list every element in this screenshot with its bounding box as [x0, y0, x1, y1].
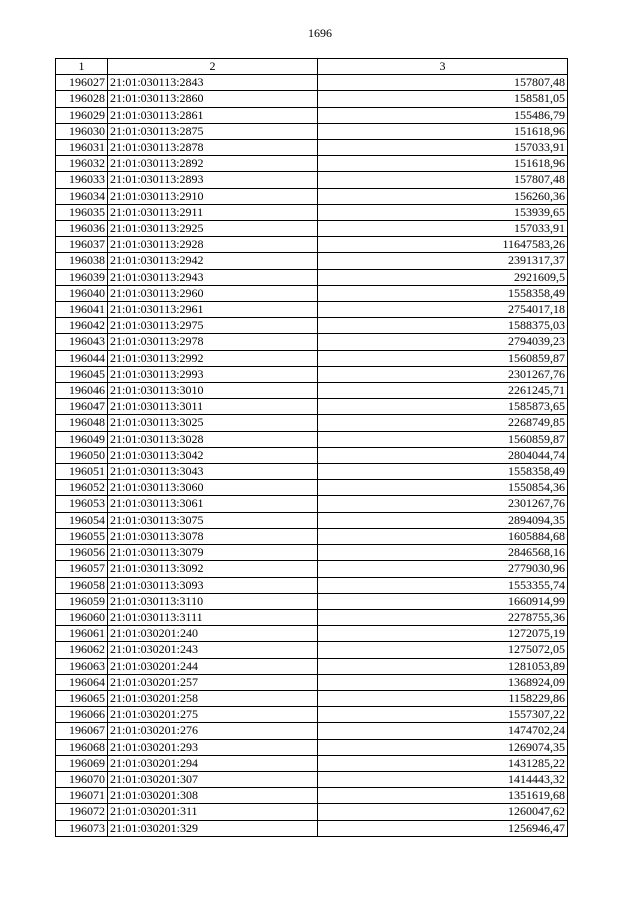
row-number-cell: 196069: [56, 755, 108, 771]
value-cell: 153939,65: [318, 204, 568, 220]
table-row: [56, 593, 568, 609]
cadastral-number-cell: 21:01:030113:3043: [108, 464, 318, 480]
cadastral-number-cell: 21:01:030113:3042: [108, 447, 318, 463]
table-row: [56, 172, 568, 188]
row-number-cell: 196067: [56, 723, 108, 739]
value-cell: 1560859,87: [318, 431, 568, 447]
value-cell: 1275072,05: [318, 642, 568, 658]
cadastral-number-cell: 21:01:030201:275: [108, 707, 318, 723]
row-number-cell: 196053: [56, 496, 108, 512]
table-row: [56, 383, 568, 399]
cadastral-number-cell: 21:01:030113:3060: [108, 480, 318, 496]
cadastral-number-cell: 21:01:030113:2875: [108, 123, 318, 139]
row-number-cell: 196032: [56, 156, 108, 172]
row-number-cell: 196071: [56, 788, 108, 804]
value-cell: 151618,96: [318, 123, 568, 139]
value-cell: 1560859,87: [318, 350, 568, 366]
cadastral-number-cell: 21:01:030201:329: [108, 820, 318, 836]
table-row: [56, 626, 568, 642]
table-row: [56, 755, 568, 771]
row-number-cell: 196050: [56, 447, 108, 463]
cadastral-number-cell: 21:01:030113:2928: [108, 237, 318, 253]
cadastral-number-cell: 21:01:030113:3092: [108, 561, 318, 577]
value-cell: 1256946,47: [318, 820, 568, 836]
cadastral-number-cell: 21:01:030113:2860: [108, 91, 318, 107]
value-cell: 157033,91: [318, 221, 568, 237]
table-row: [56, 723, 568, 739]
value-cell: 1550854,36: [318, 480, 568, 496]
cadastral-number-cell: 21:01:030113:3078: [108, 528, 318, 544]
cadastral-number-cell: 21:01:030113:3028: [108, 431, 318, 447]
row-number-cell: 196056: [56, 545, 108, 561]
value-cell: 1558358,49: [318, 464, 568, 480]
cadastral-number-cell: 21:01:030113:2892: [108, 156, 318, 172]
row-number-cell: 196049: [56, 431, 108, 447]
value-cell: 158581,05: [318, 91, 568, 107]
value-cell: 2894094,35: [318, 512, 568, 528]
cadastral-number-cell: 21:01:030201:244: [108, 658, 318, 674]
table-row: [56, 75, 568, 91]
row-number-cell: 196043: [56, 334, 108, 350]
table-row: [56, 237, 568, 253]
cadastral-number-cell: 21:01:030113:3025: [108, 415, 318, 431]
row-number-cell: 196060: [56, 609, 108, 625]
row-number-cell: 196031: [56, 140, 108, 156]
table-row: [56, 496, 568, 512]
row-number-cell: 196052: [56, 480, 108, 496]
value-cell: 1558358,49: [318, 285, 568, 301]
row-number-cell: 196061: [56, 626, 108, 642]
table-row: [56, 658, 568, 674]
row-number-cell: 196042: [56, 318, 108, 334]
table-row: [56, 399, 568, 415]
table-row: [56, 739, 568, 755]
row-number-cell: 196051: [56, 464, 108, 480]
cadastral-number-cell: 21:01:030201:243: [108, 642, 318, 658]
row-number-cell: 196036: [56, 221, 108, 237]
row-number-cell: 196040: [56, 285, 108, 301]
table-row: [56, 140, 568, 156]
table-row: [56, 123, 568, 139]
table-row: [56, 285, 568, 301]
table-row: [56, 464, 568, 480]
table-row: [56, 221, 568, 237]
cadastral-number-cell: 21:01:030113:3010: [108, 383, 318, 399]
row-number-cell: 196068: [56, 739, 108, 755]
table-row: [56, 674, 568, 690]
table-row: [56, 545, 568, 561]
table-row: [56, 431, 568, 447]
cadastral-number-cell: 21:01:030113:3061: [108, 496, 318, 512]
table-row: [56, 804, 568, 820]
cadastral-number-cell: 21:01:030201:257: [108, 674, 318, 690]
value-cell: 1269074,35: [318, 739, 568, 755]
value-cell: 1414443,32: [318, 771, 568, 787]
value-cell: 2268749,85: [318, 415, 568, 431]
cadastral-number-cell: 21:01:030201:308: [108, 788, 318, 804]
cadastral-number-cell: 21:01:030113:3011: [108, 399, 318, 415]
row-number-cell: 196028: [56, 91, 108, 107]
table-header-row: [56, 59, 568, 75]
table-row: [56, 512, 568, 528]
row-number-cell: 196033: [56, 172, 108, 188]
row-number-cell: 196072: [56, 804, 108, 820]
table-row: [56, 107, 568, 123]
cadastral-number-cell: 21:01:030113:2960: [108, 285, 318, 301]
value-cell: 1474702,24: [318, 723, 568, 739]
cadastral-number-cell: 21:01:030113:2975: [108, 318, 318, 334]
value-cell: 2391317,37: [318, 253, 568, 269]
table-row: [56, 690, 568, 706]
row-number-cell: 196062: [56, 642, 108, 658]
value-cell: 1272075,19: [318, 626, 568, 642]
cadastral-number-cell: 21:01:030201:293: [108, 739, 318, 755]
table-body: [56, 75, 568, 837]
row-number-cell: 196059: [56, 593, 108, 609]
value-cell: 1260047,62: [318, 804, 568, 820]
row-number-cell: 196029: [56, 107, 108, 123]
value-cell: 2301267,76: [318, 366, 568, 382]
value-cell: 2846568,16: [318, 545, 568, 561]
table-row: [56, 350, 568, 366]
table-row: [56, 366, 568, 382]
cadastral-number-cell: 21:01:030201:258: [108, 690, 318, 706]
data-table: [55, 58, 568, 837]
row-number-cell: 196063: [56, 658, 108, 674]
table-row: [56, 91, 568, 107]
value-cell: 11647583,26: [318, 237, 568, 253]
table-row: [56, 302, 568, 318]
row-number-cell: 196039: [56, 269, 108, 285]
value-cell: 1585873,65: [318, 399, 568, 415]
value-cell: 1557307,22: [318, 707, 568, 723]
table-row: [56, 771, 568, 787]
value-cell: 156260,36: [318, 188, 568, 204]
value-cell: 1281053,89: [318, 658, 568, 674]
value-cell: 2779030,96: [318, 561, 568, 577]
row-number-cell: 196047: [56, 399, 108, 415]
cadastral-number-cell: 21:01:030113:2961: [108, 302, 318, 318]
column-header: 3: [318, 59, 568, 75]
row-number-cell: 196065: [56, 690, 108, 706]
cadastral-number-cell: 21:01:030113:3093: [108, 577, 318, 593]
row-number-cell: 196037: [56, 237, 108, 253]
cadastral-number-cell: 21:01:030113:2993: [108, 366, 318, 382]
value-cell: 2754017,18: [318, 302, 568, 318]
row-number-cell: 196041: [56, 302, 108, 318]
cadastral-number-cell: 21:01:030113:2878: [108, 140, 318, 156]
row-number-cell: 196027: [56, 75, 108, 91]
value-cell: 2301267,76: [318, 496, 568, 512]
value-cell: 2804044,74: [318, 447, 568, 463]
value-cell: 155486,79: [318, 107, 568, 123]
row-number-cell: 196030: [56, 123, 108, 139]
cadastral-number-cell: 21:01:030113:3110: [108, 593, 318, 609]
table-row: [56, 156, 568, 172]
value-cell: 157807,48: [318, 172, 568, 188]
cadastral-number-cell: 21:01:030113:2943: [108, 269, 318, 285]
value-cell: 1431285,22: [318, 755, 568, 771]
row-number-cell: 196070: [56, 771, 108, 787]
cadastral-number-cell: 21:01:030113:2992: [108, 350, 318, 366]
row-number-cell: 196038: [56, 253, 108, 269]
value-cell: 2261245,71: [318, 383, 568, 399]
table-row: [56, 642, 568, 658]
row-number-cell: 196057: [56, 561, 108, 577]
table-row: [56, 253, 568, 269]
table-row: [56, 577, 568, 593]
table-row: [56, 447, 568, 463]
cadastral-number-cell: 21:01:030201:276: [108, 723, 318, 739]
cadastral-number-cell: 21:01:030113:3111: [108, 609, 318, 625]
table-row: [56, 707, 568, 723]
column-header: 2: [108, 59, 318, 75]
page-number: 1696: [308, 26, 332, 40]
table-row: [56, 188, 568, 204]
cadastral-number-cell: 21:01:030113:3075: [108, 512, 318, 528]
value-cell: 1158229,86: [318, 690, 568, 706]
table-row: [56, 528, 568, 544]
column-header: 1: [56, 59, 108, 75]
cadastral-number-cell: 21:01:030113:2911: [108, 204, 318, 220]
value-cell: 157033,91: [318, 140, 568, 156]
cadastral-number-cell: 21:01:030113:3079: [108, 545, 318, 561]
cadastral-number-cell: 21:01:030113:2942: [108, 253, 318, 269]
table-row: [56, 788, 568, 804]
table-row: [56, 269, 568, 285]
row-number-cell: 196054: [56, 512, 108, 528]
cadastral-number-cell: 21:01:030113:2893: [108, 172, 318, 188]
row-number-cell: 196044: [56, 350, 108, 366]
table-row: [56, 334, 568, 350]
value-cell: 1588375,03: [318, 318, 568, 334]
value-cell: 1660914,99: [318, 593, 568, 609]
table-row: [56, 318, 568, 334]
value-cell: 157807,48: [318, 75, 568, 91]
value-cell: 2794039,23: [318, 334, 568, 350]
row-number-cell: 196046: [56, 383, 108, 399]
value-cell: 151618,96: [318, 156, 568, 172]
table-row: [56, 561, 568, 577]
row-number-cell: 196066: [56, 707, 108, 723]
cadastral-number-cell: 21:01:030201:240: [108, 626, 318, 642]
table-row: [56, 204, 568, 220]
row-number-cell: 196055: [56, 528, 108, 544]
value-cell: 1368924,09: [318, 674, 568, 690]
value-cell: 2278755,36: [318, 609, 568, 625]
table-row: [56, 609, 568, 625]
value-cell: 2921609,5: [318, 269, 568, 285]
cadastral-number-cell: 21:01:030113:2910: [108, 188, 318, 204]
value-cell: 1351619,68: [318, 788, 568, 804]
cadastral-number-cell: 21:01:030201:307: [108, 771, 318, 787]
cadastral-number-cell: 21:01:030201:311: [108, 804, 318, 820]
table-row: [56, 415, 568, 431]
cadastral-number-cell: 21:01:030201:294: [108, 755, 318, 771]
row-number-cell: 196048: [56, 415, 108, 431]
table-row: [56, 820, 568, 836]
row-number-cell: 196064: [56, 674, 108, 690]
row-number-cell: 196073: [56, 820, 108, 836]
cadastral-number-cell: 21:01:030113:2843: [108, 75, 318, 91]
row-number-cell: 196035: [56, 204, 108, 220]
cadastral-number-cell: 21:01:030113:2925: [108, 221, 318, 237]
cadastral-number-cell: 21:01:030113:2978: [108, 334, 318, 350]
value-cell: 1553355,74: [318, 577, 568, 593]
cadastral-number-cell: 21:01:030113:2861: [108, 107, 318, 123]
table-row: [56, 480, 568, 496]
value-cell: 1605884,68: [318, 528, 568, 544]
row-number-cell: 196058: [56, 577, 108, 593]
row-number-cell: 196034: [56, 188, 108, 204]
row-number-cell: 196045: [56, 366, 108, 382]
